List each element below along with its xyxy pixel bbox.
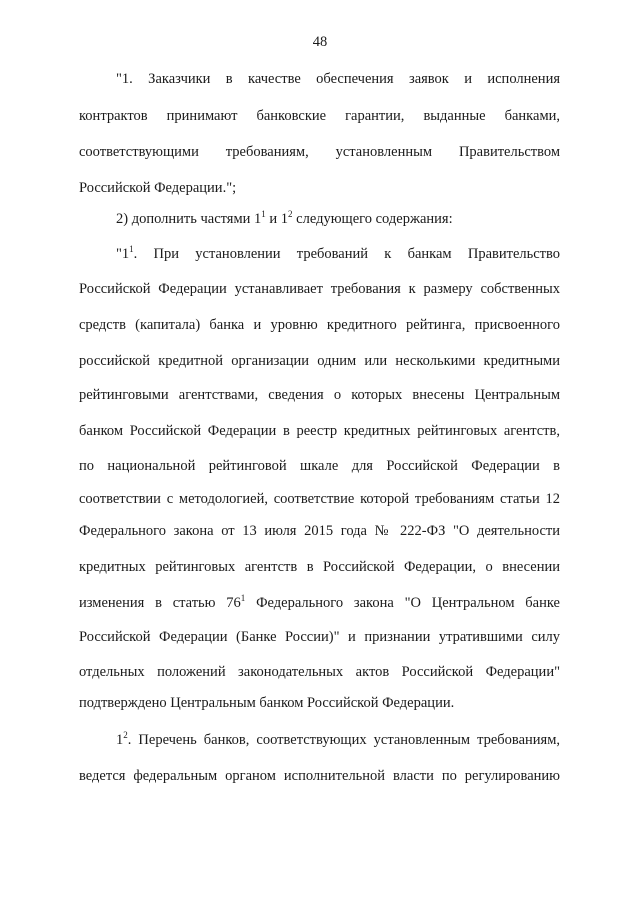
text-line-17: Российской Федерации (Банке России)" и признании утратившими силу [79,629,560,645]
text-line-4: Российской Федерации."; [79,180,237,196]
text-part: изменения в статью 76 [79,595,241,611]
text-line-9: российской кредитной организации одним или несколькими кредитными [79,353,560,369]
text-line-18: отдельных положений законодательных актов Российской Федерации" [79,664,560,680]
superscript: 1 [240,593,246,603]
superscript: 2 [123,730,128,740]
text-part: 2) дополнить частями 1 [116,211,262,227]
text-part: и 1 [265,211,289,227]
text-line-11: банком Российской Федерации в реестр кредитных рейтинговых агентств, [79,423,560,439]
text-part: "1 [116,246,130,262]
page-number: 48 [312,34,328,50]
text-part: Федерального закона "О Центральном банке [245,595,560,611]
text-line-6 [116,245,560,263]
text-line-14: Федерального закона от 13 июля 2015 года № 222-ФЗ "О деятельности [79,523,560,539]
superscript: 1 [261,209,266,219]
text-part: . Перечень банков, соответствующих установленным требованиям, [127,732,560,748]
text-line-1: "1. Заказчики в качестве обеспечения заявок и исполнения [116,71,560,87]
text-part: . При установлении требований к банкам Правительство [133,246,560,262]
text-line-20 [116,731,560,749]
text-line-3: соответствующими требованиям, установленным Правительством [79,144,560,160]
text-line-10: рейтинговыми агентствами, сведения о которых внесены Центральным [79,387,560,403]
superscript: 1 [129,244,134,254]
text-line-21: ведется федеральным органом исполнительной власти по регулированию [79,768,560,784]
superscript: 2 [288,209,293,219]
text-line-13: соответствии с методологией, соответствие которой требованиям статьи 12 [79,491,560,507]
text-line-16 [79,594,560,612]
text-line-7: Российской Федерации устанавливает требования к размеру собственных [79,281,560,297]
text-line-5 [116,210,560,228]
text-part: 1 [116,732,124,748]
text-line-19: подтверждено Центральным банком Российской Федерации. [79,695,455,711]
text-line-2: контрактов принимают банковские гарантии, выданные банками, [79,108,560,124]
text-line-15: кредитных рейтинговых агентств в Российской Федерации, о внесении [79,559,560,575]
text-line-8: средств (капитала) банка и уровню кредитного рейтинга, присвоенного [79,317,560,333]
text-line-12: по национальной рейтинговой шкале для Российской Федерации в [79,458,560,474]
text-part: следующего содержания: [292,211,453,227]
